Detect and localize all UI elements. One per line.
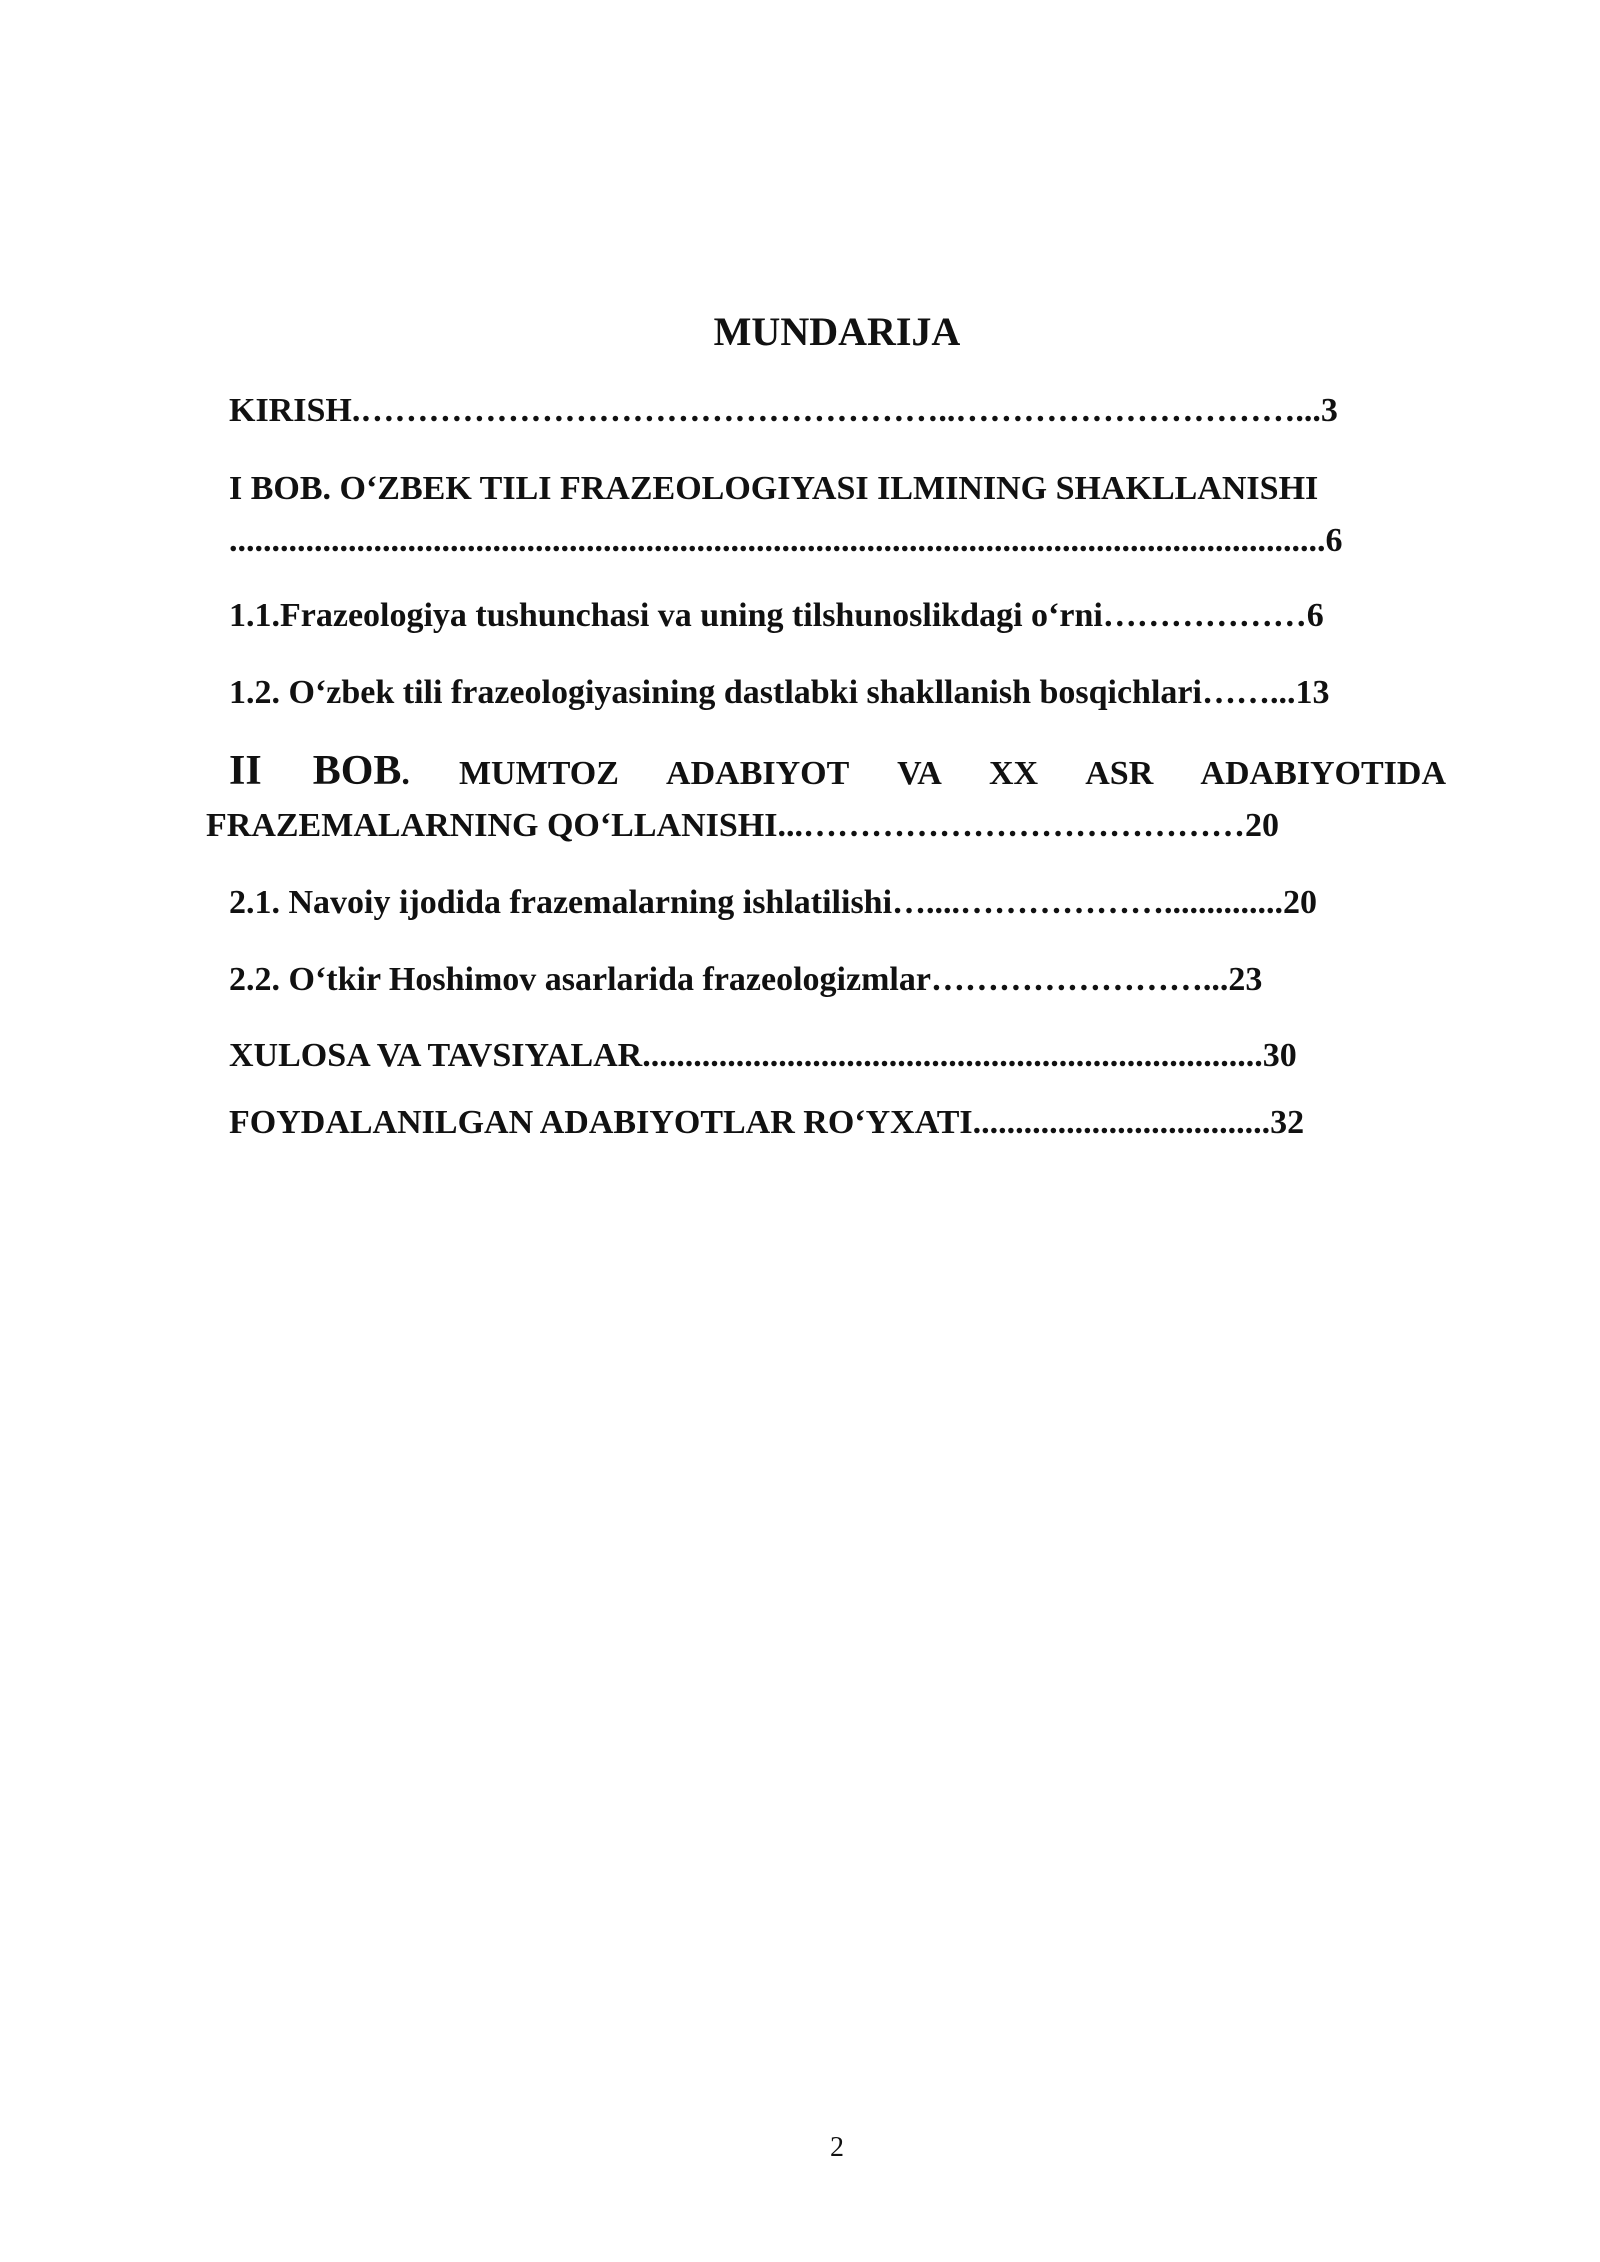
toc-entry-1-2: 1.2. O‘zbek tili frazeologiyasining dastlabki shakllanish bosqichlari……...13 (229, 674, 1330, 711)
toc-entry-1-1: 1.1.Frazeologiya tushunchasi va uning tilshunoslikdagi o‘rni………………6 (229, 597, 1324, 634)
toc-title: MUNDARIJA (713, 309, 961, 354)
chapter-title-rest: . MUMTOZ ADABIYOT VA XX ASR ADABIYOTIDA (401, 755, 1446, 792)
page-number: 2 (830, 2132, 844, 2163)
toc-entry-2-2: 2.2. O‘tkir Hoshimov asarlarida frazeologizmlar……………………...23 (229, 961, 1263, 998)
toc-entry-2-1: 2.1. Navoiy ijodida frazemalarning ishlatilishi…....………………..............20 (229, 884, 1318, 921)
toc-entry-bob1-title: I BOB. O‘ZBEK TILI FRAZEOLOGIYASI ILMINING SHAKLLANISHI (229, 470, 1319, 507)
toc-entry-xulosa: XULOSA VA TAVSIYALAR.........................................................................30 (229, 1037, 1297, 1074)
chapter-label: II BOB (229, 748, 402, 794)
toc-entry-bob2-continued: FRAZEMALARNING QO‘LLANISHI...…………………………………20 (206, 807, 1279, 844)
toc-entry-kirish: KIRISH.……………………………………………..…………………………...3 (229, 392, 1338, 429)
toc-entry-adabiyotlar: FOYDALANILGAN ADABIYOTLAR RO‘YXATI...................................32 (229, 1104, 1305, 1141)
toc-entry-bob1-leader: .................................................................................................................................6 (229, 522, 1343, 559)
toc-entry-bob2-title (229, 748, 1446, 797)
